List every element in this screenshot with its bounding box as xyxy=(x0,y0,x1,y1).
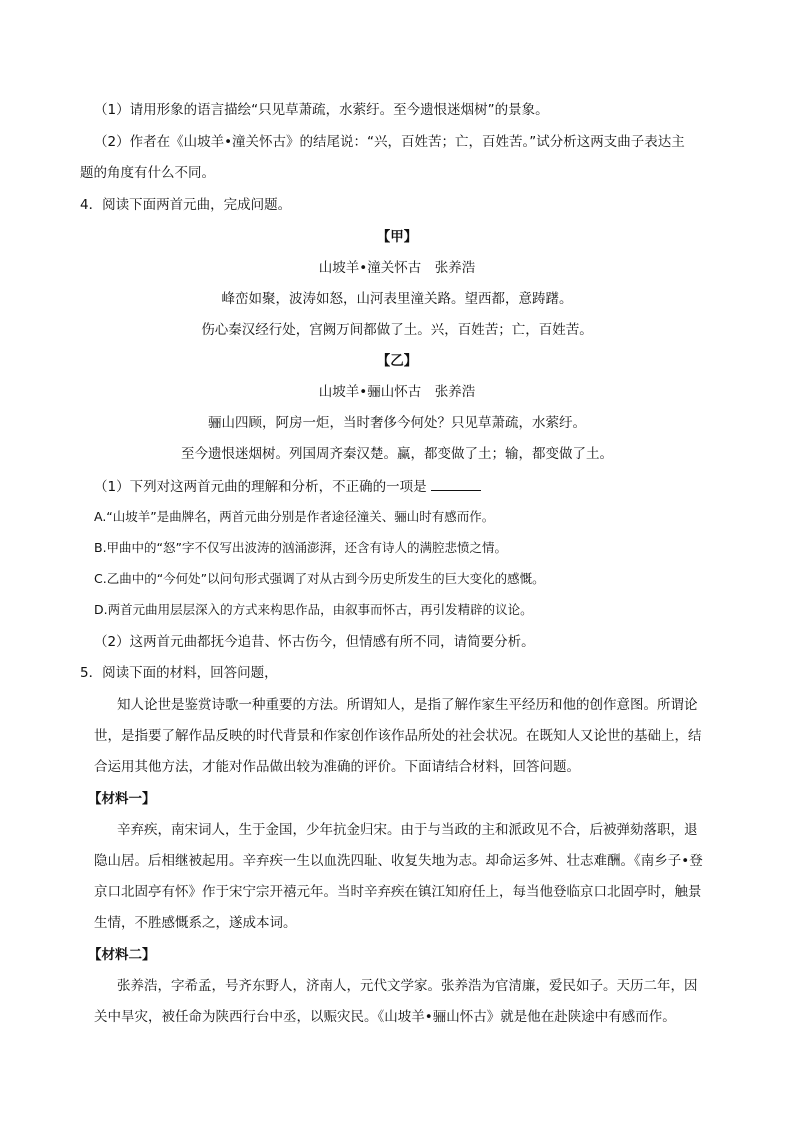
option-a: A.“山坡羊”是曲牌名，两首元曲分别是作者途径潼关、骊山时有感而作。 xyxy=(94,509,495,524)
poem-b-title: 山坡羊•骊山怀古 张养浩 xyxy=(318,384,476,400)
poem-a-line2: 伤心秦汉经行处，宫阙万间都做了土。兴，百姓苦；亡，百姓苦。 xyxy=(201,322,593,338)
option-c: C.乙曲中的“今何处”以问句形式强调了对从古到今历史所发生的巨大变化的感慨。 xyxy=(94,571,545,586)
material2-line1: 张养浩，字希孟，号齐东野人，济南人，元代文学家。张养浩为官清廉，爱民如子。天历二年，因 xyxy=(117,978,698,994)
q4-sub1-stem: （1）下列对这两首元曲的理解和分析，不正确的一项是 xyxy=(94,479,427,495)
material2-line2: 关中旱灾，被任命为陕西行台中丞，以赈灾民。《山坡羊•骊山怀古》就是他在赴陕途中有感而作。 xyxy=(94,1009,676,1025)
q4-sub2: （2）这两首元曲都抚今追昔、怀古伤今，但情感有所不同，请简要分析。 xyxy=(94,634,535,650)
poem-b-line1: 骊山四顾，阿房一炬，当时奢侈今何处？只见草萧疏，水萦纡。 xyxy=(208,415,586,431)
material1-line4: 生情，不胜感慨系之，遂成本词。 xyxy=(94,915,297,931)
material1-line3: 京口北固亭有怀》作于宋宁宗开禧元年。当时辛弃疾在镇江知府任上，每当他登临京口北固亭时，触景 xyxy=(94,884,702,900)
q5-intro-line2: 世，是指要了解作品反映的时代背景和作家创作该作品所处的社会状况。在既知人又论世的基础上，结 xyxy=(94,728,702,744)
q5-intro-line3: 合运用其他方法，才能对作品做出较为准确的评价。下面请结合材料，回答问题。 xyxy=(94,759,580,775)
q5-intro-line1: 知人论世是鉴赏诗歌一种重要的方法。所谓知人，是指了解作家生平经历和他的创作意图。所谓论 xyxy=(117,697,698,713)
q3-sub2-line2: 题的角度有什么不同。 xyxy=(80,165,215,181)
poem-a-line1: 峰峦如聚，波涛如怒，山河表里潼关路。望西都，意踌躇。 xyxy=(221,291,573,307)
q3-sub1: （1）请用形象的语言描绘“只见草萧疏，水萦纡。至今遗恨迷烟树”的景象。 xyxy=(94,102,549,118)
material2-label: 【材料二】 xyxy=(88,947,156,963)
option-d: D.两首元曲用层层深入的方式来构思作品，由叙事而怀古，再引发精辟的议论。 xyxy=(94,602,533,617)
material1-label: 【材料一】 xyxy=(88,791,156,807)
q4-sub1 xyxy=(94,476,481,496)
poem-a-marker: 【甲】 xyxy=(376,229,418,245)
q5-heading: 5．阅读下面的材料，回答问题， xyxy=(80,665,278,681)
poem-a-title: 山坡羊•潼关怀古 张养浩 xyxy=(318,260,476,276)
material1-line2: 隐山居。后相继被起用。辛弃疾一生以血洗四耻、收复失地为志。却命运多舛、壮志难酬。《南乡子•登 xyxy=(94,853,703,869)
q4-heading: 4．阅读下面两首元曲，完成问题。 xyxy=(80,197,292,213)
poem-b-line2: 至今遗恨迷烟树。列国周齐秦汉楚。赢，都变做了土；输，都变做了土。 xyxy=(181,446,613,462)
answer-blank[interactable] xyxy=(431,476,481,491)
poem-b-marker: 【乙】 xyxy=(376,353,418,369)
q3-sub2-line1: （2）作者在《山坡羊•潼关怀古》的结尾说：“兴，百姓苦；亡，百姓苦。”试分析这两支曲子表达主 xyxy=(94,134,685,150)
option-b: B.甲曲中的“怒”字不仅写出波涛的汹涌澎湃，还含有诗人的满腔悲愤之情。 xyxy=(94,540,508,555)
material1-line1: 辛弃疾，南宋词人，生于金国，少年抗金归宋。由于与当政的主和派政见不合，后被弹劾落职，退 xyxy=(117,822,698,838)
